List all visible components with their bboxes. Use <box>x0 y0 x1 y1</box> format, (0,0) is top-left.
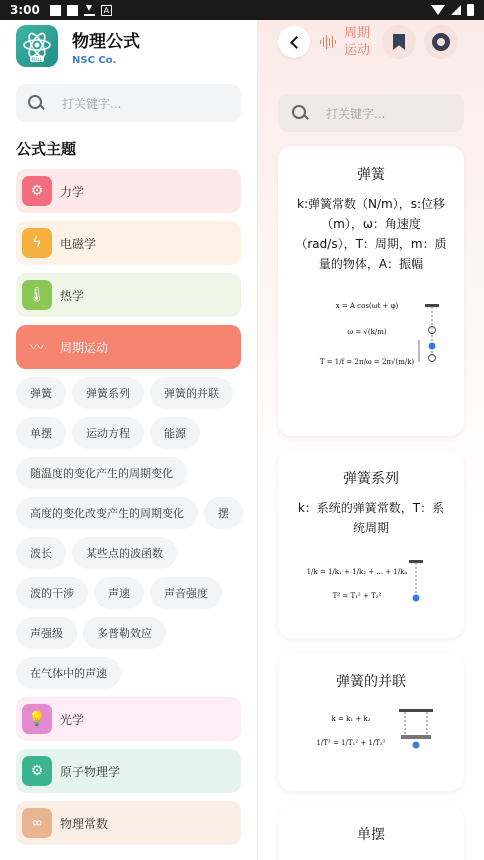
notification-icon <box>50 5 61 16</box>
formula-line: ω = √(k/m) <box>347 328 387 336</box>
topic-item[interactable] <box>16 801 241 845</box>
formula-line: x = A cos(ωt + φ) <box>335 302 399 310</box>
card-title: 弹簧 <box>357 167 385 183</box>
topic-label: 原子物理学 <box>60 764 121 779</box>
subtopic-chip[interactable]: 某些点的波函数 <box>72 537 177 569</box>
subtopic-chip[interactable]: 能源 <box>150 417 200 449</box>
formula-search-input[interactable] <box>278 94 464 132</box>
subtopic-chip[interactable]: 声强级 <box>16 617 77 649</box>
card-title: 弹簧的并联 <box>336 674 406 690</box>
chevron-left-icon <box>290 36 303 49</box>
app-header <box>0 20 257 72</box>
card-description: k：系统的弹簧常数，T：系统周期 <box>297 501 445 535</box>
subtopic-chip[interactable]: 多普勒效应 <box>83 617 166 649</box>
app-org: NSC Co. <box>72 54 117 66</box>
gears-icon: ⚙ <box>22 176 52 206</box>
topic-item[interactable] <box>16 221 241 265</box>
settings-button[interactable] <box>424 25 458 59</box>
signal-icon <box>451 5 461 15</box>
search-placeholder: 打关键字... <box>326 106 386 121</box>
formula-image <box>281 556 461 616</box>
subtopic-chip[interactable]: 随温度的变化产生的周期变化 <box>16 457 187 489</box>
formula-line: T² = T₁² + T₂² <box>332 592 382 600</box>
current-topic-title: 周期运动 <box>344 26 371 58</box>
subtopic-chip[interactable]: 声速 <box>94 577 144 609</box>
battery-icon <box>467 4 474 16</box>
search-placeholder: 打关键字... <box>62 96 122 111</box>
status-time: 3:00 <box>10 3 40 17</box>
formula-image <box>281 300 461 380</box>
formula-line: 1/k = 1/k₁ + 1/k₂ + ... + 1/kₙ <box>306 568 408 576</box>
infinity-icon: ∞ <box>22 808 52 838</box>
topic-item[interactable] <box>16 273 241 317</box>
thermometer-icon: 🌡 <box>22 280 52 310</box>
card-title: 弹簧系列 <box>343 471 399 487</box>
subtopic-chip[interactable]: 弹簧 <box>16 377 66 409</box>
back-button[interactable] <box>278 26 310 58</box>
topic-label: 周期运动 <box>60 340 109 355</box>
subtopic-chip[interactable]: 摆 <box>204 497 243 529</box>
status-bar <box>0 0 484 20</box>
subtopic-chip[interactable]: 单摆 <box>16 417 66 449</box>
search-icon <box>292 105 308 121</box>
topic-label: 物理常数 <box>60 816 109 831</box>
formula-line: T = 1/f = 2π/ω = 2π√(m/k) <box>319 358 415 366</box>
logo-text: FULL <box>31 58 43 63</box>
topic-item[interactable] <box>16 325 241 369</box>
formula-card[interactable] <box>278 806 464 860</box>
subtopic-chip[interactable]: 运动方程 <box>72 417 144 449</box>
navigation-drawer <box>0 20 258 860</box>
formula-image <box>281 705 461 765</box>
waveform-icon <box>320 35 336 49</box>
formula-card[interactable] <box>278 146 464 436</box>
subtopic-chip[interactable]: 声音强度 <box>150 577 222 609</box>
download-icon <box>84 5 95 16</box>
card-title: 单摆 <box>357 827 385 843</box>
subtopic-list <box>16 377 243 689</box>
section-title: 公式主题 <box>16 140 77 158</box>
notification-icon <box>67 5 78 16</box>
formula-line: k = k₁ + k₂ <box>331 715 371 723</box>
topic-label: 力学 <box>60 184 85 199</box>
topic-item[interactable] <box>16 169 241 213</box>
atom-gear-icon: ⚙ <box>22 756 52 786</box>
bookmark-button[interactable] <box>382 25 416 59</box>
formula-line: 1/T² = 1/T₁² + 1/T₂² <box>316 739 386 747</box>
subtopic-chip[interactable]: 弹簧的并联 <box>150 377 233 409</box>
topic-label: 热学 <box>60 288 85 303</box>
bulb-icon: 💡 <box>22 704 52 734</box>
topic-item[interactable] <box>16 749 241 793</box>
search-icon <box>28 95 44 111</box>
subtopic-chip[interactable]: 弹簧系列 <box>72 377 144 409</box>
bookmark-icon <box>393 34 405 50</box>
wifi-icon <box>431 5 445 15</box>
top-bar <box>258 22 484 62</box>
app-name: 物理公式 <box>72 31 140 52</box>
formula-card[interactable] <box>278 450 464 638</box>
subtopic-chip[interactable]: 在气体中的声速 <box>16 657 121 689</box>
formula-panel <box>258 20 484 860</box>
sidebar-search-input[interactable] <box>16 84 241 122</box>
app-logo <box>16 25 58 67</box>
subtopic-chip[interactable]: 高度的变化改变产生的周期变化 <box>16 497 198 529</box>
card-description: k:弹簧常数（N/m），s:位移（m），ω：角速度（rad/s），T：周期，m：质量的物体，A：振幅 <box>295 197 447 271</box>
topic-label: 光学 <box>60 712 85 727</box>
lightning-icon: ϟ <box>22 228 52 258</box>
topic-item[interactable] <box>16 697 241 741</box>
formula-card[interactable] <box>278 653 464 791</box>
font-icon: A <box>101 5 112 16</box>
topic-label: 电磁学 <box>60 236 97 251</box>
gear-icon <box>432 33 450 51</box>
subtopic-chip[interactable]: 波长 <box>16 537 66 569</box>
subtopic-chip[interactable]: 波的干涉 <box>16 577 88 609</box>
atom-icon <box>20 29 54 63</box>
waveform-icon: 〰 <box>22 332 52 362</box>
